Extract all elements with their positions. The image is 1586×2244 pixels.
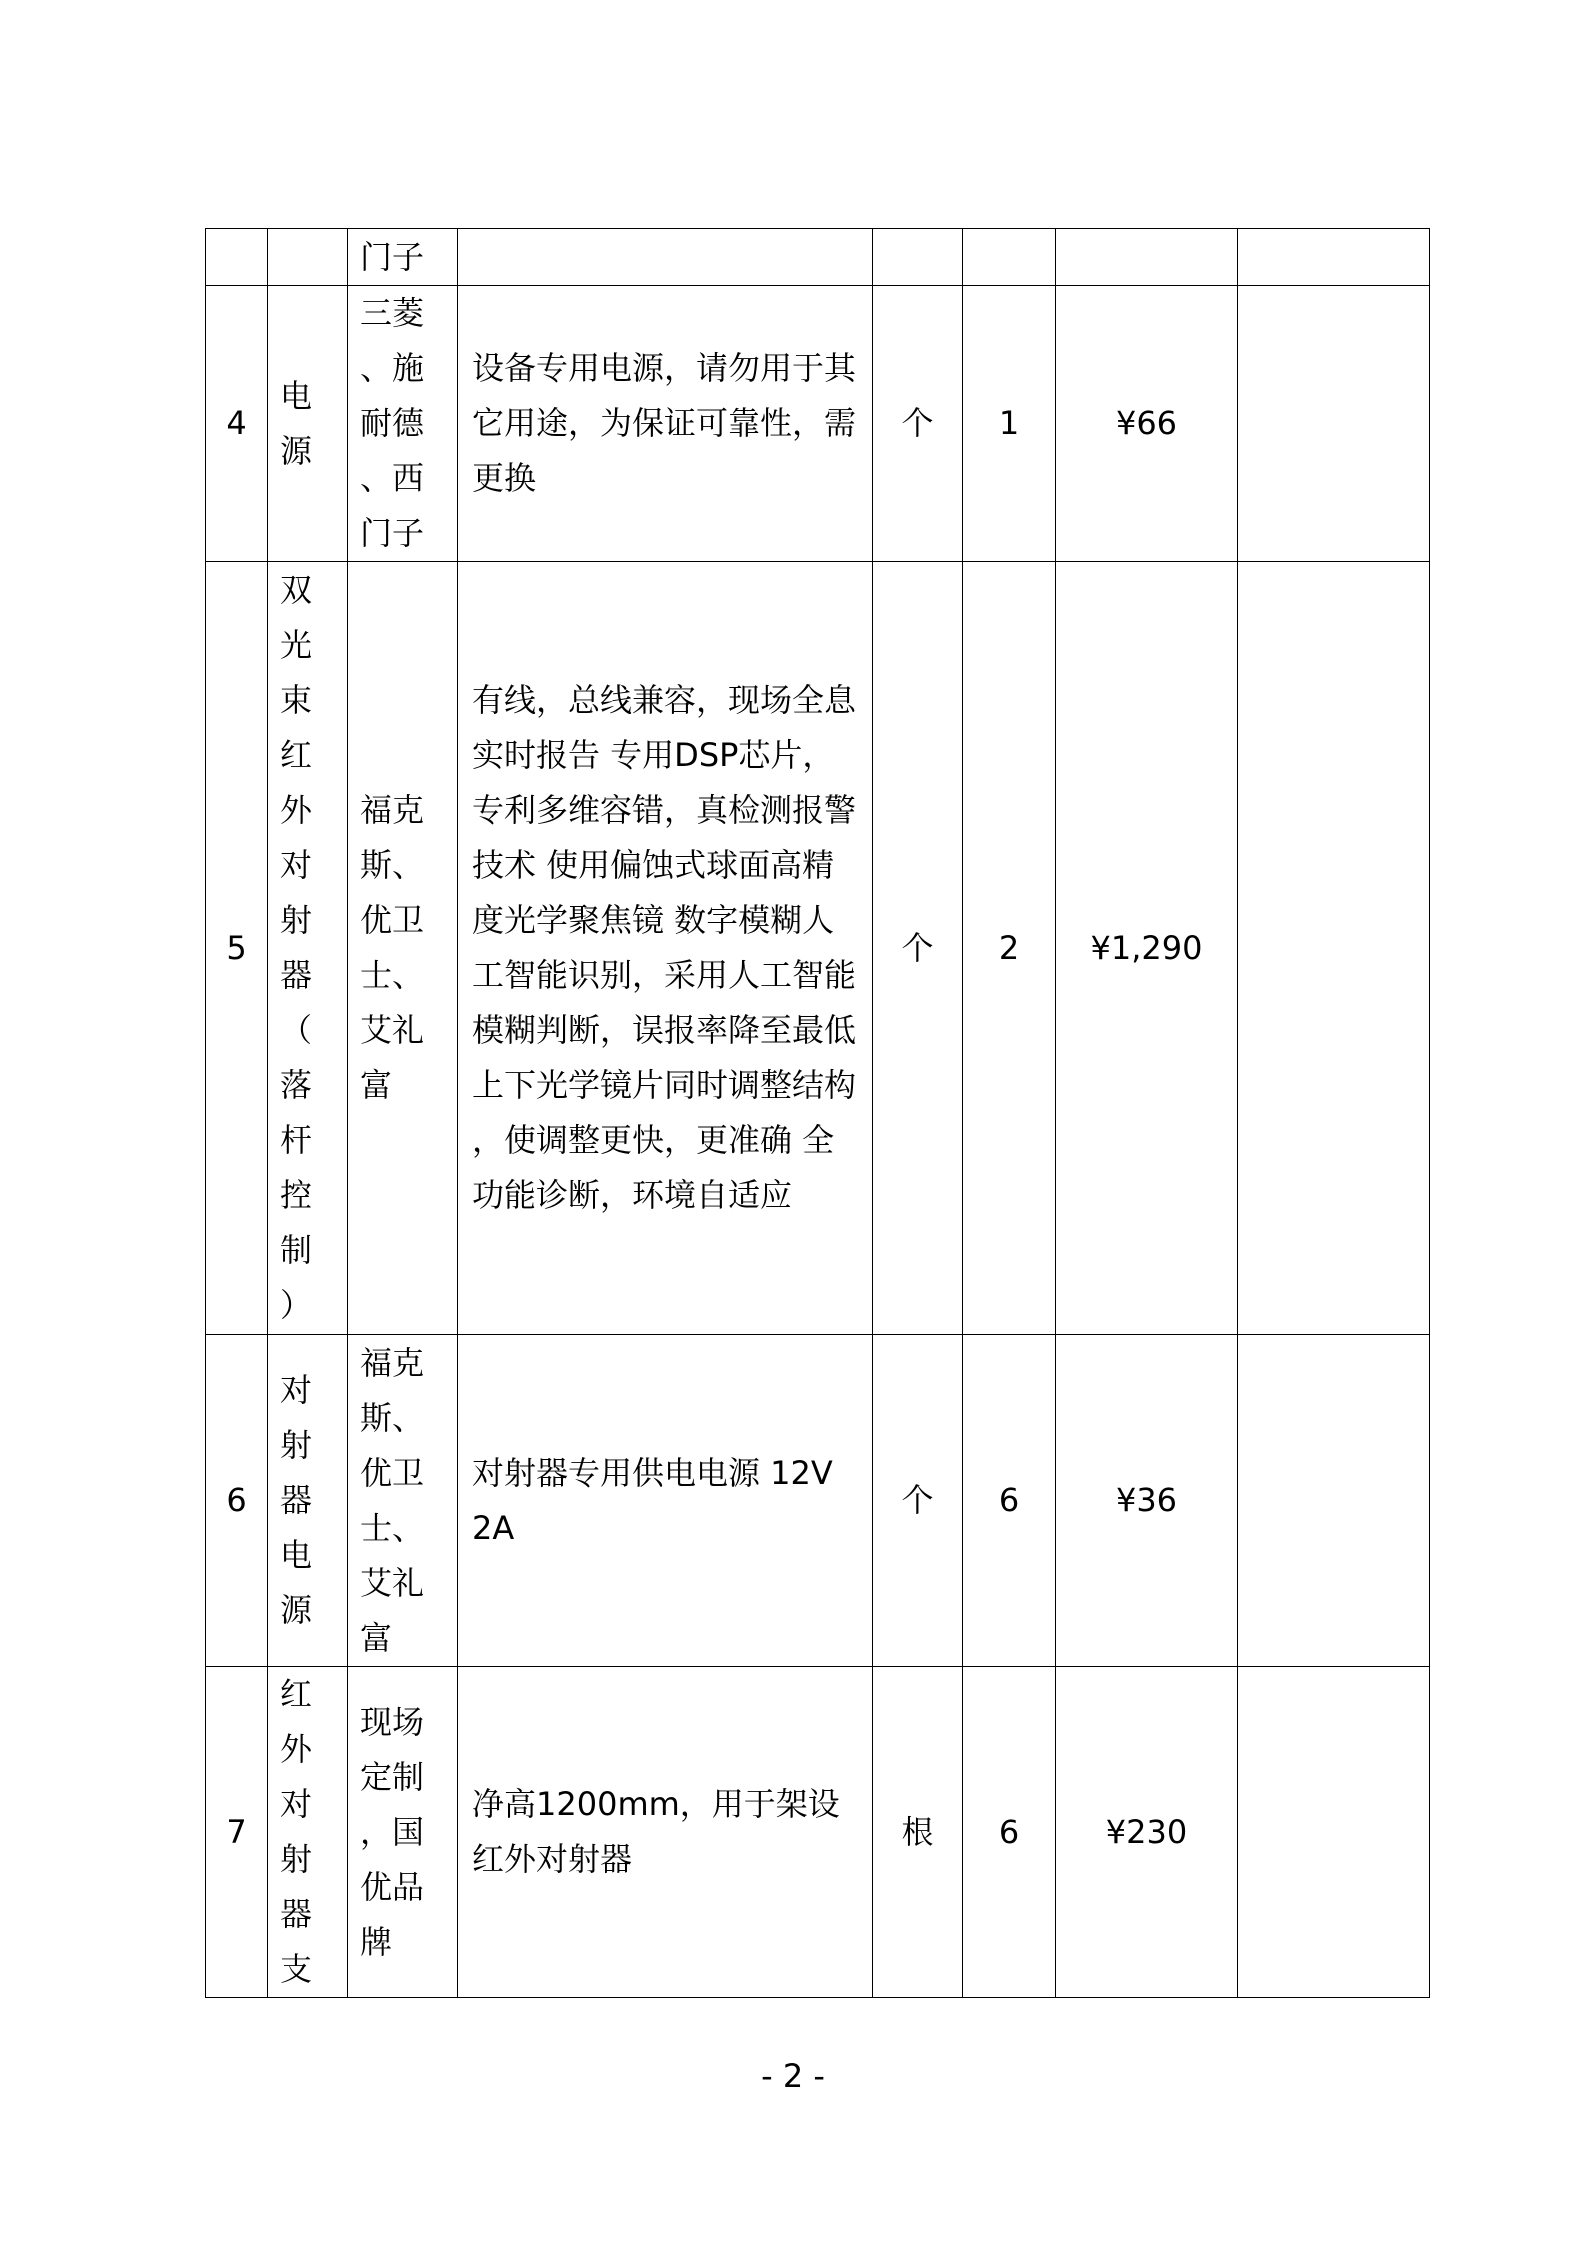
item-note bbox=[1238, 1667, 1430, 1998]
row-number: 6 bbox=[206, 1335, 268, 1667]
table-row bbox=[206, 1667, 1430, 1998]
item-price: ¥1,290 bbox=[1056, 562, 1238, 1335]
item-unit: 个 bbox=[873, 1335, 963, 1667]
item-note bbox=[1238, 562, 1430, 1335]
item-unit: 根 bbox=[873, 1667, 963, 1998]
item-unit: 个 bbox=[873, 562, 963, 1335]
item-description: 有线，总线兼容，现场全息 实时报告 专用DSP芯片， 专利多维容错，真检测报警 技术 使用偏蚀式球面高精 度光学聚焦镜 数字模糊人 工智能识别，采用人工智能 模糊判断，误报率降至最低 上下光学镜片同时调整结构 ，使调整更快，更准确 全 功能诊断，环境自适应 bbox=[458, 562, 873, 1335]
table-row bbox=[206, 1335, 1430, 1667]
item-brand: 门子 bbox=[348, 229, 458, 286]
item-quantity: 2 bbox=[963, 562, 1056, 1335]
item-price: ¥36 bbox=[1056, 1335, 1238, 1667]
item-price: ¥66 bbox=[1056, 286, 1238, 562]
item-name: 对 射 器 电 源 bbox=[268, 1335, 348, 1667]
item-unit bbox=[873, 229, 963, 286]
item-name bbox=[268, 229, 348, 286]
table-row bbox=[206, 286, 1430, 562]
table-row bbox=[206, 562, 1430, 1335]
row-number bbox=[206, 229, 268, 286]
item-name: 红 外 对 射 器 支 bbox=[268, 1667, 348, 1998]
item-note bbox=[1238, 286, 1430, 562]
page-number: - 2 - bbox=[761, 2057, 825, 2095]
item-quantity bbox=[963, 229, 1056, 286]
item-note bbox=[1238, 229, 1430, 286]
item-price bbox=[1056, 229, 1238, 286]
item-brand: 福克 斯、 优卫 士、 艾礼 富 bbox=[348, 562, 458, 1335]
item-quantity: 6 bbox=[963, 1335, 1056, 1667]
table-row bbox=[206, 229, 1430, 286]
item-quantity: 1 bbox=[963, 286, 1056, 562]
item-price: ¥230 bbox=[1056, 1667, 1238, 1998]
item-description: 对射器专用供电电源 12V 2A bbox=[458, 1335, 873, 1667]
item-name: 双 光 束 红 外 对 射 器 （ 落 杆 控 制 ） bbox=[268, 562, 348, 1335]
item-brand: 现场 定制 ，国 优品 牌 bbox=[348, 1667, 458, 1998]
row-number: 7 bbox=[206, 1667, 268, 1998]
equipment-table bbox=[205, 228, 1430, 1998]
item-unit: 个 bbox=[873, 286, 963, 562]
item-quantity: 6 bbox=[963, 1667, 1056, 1998]
row-number: 5 bbox=[206, 562, 268, 1335]
item-name: 电 源 bbox=[268, 286, 348, 562]
row-number: 4 bbox=[206, 286, 268, 562]
item-description: 净高1200mm，用于架设 红外对射器 bbox=[458, 1667, 873, 1998]
item-brand: 福克 斯、 优卫 士、 艾礼 富 bbox=[348, 1335, 458, 1667]
item-brand: 三菱 、施 耐德 、西 门子 bbox=[348, 286, 458, 562]
item-description: 设备专用电源，请勿用于其 它用途，为保证可靠性，需 更换 bbox=[458, 286, 873, 562]
item-note bbox=[1238, 1335, 1430, 1667]
item-description bbox=[458, 229, 873, 286]
